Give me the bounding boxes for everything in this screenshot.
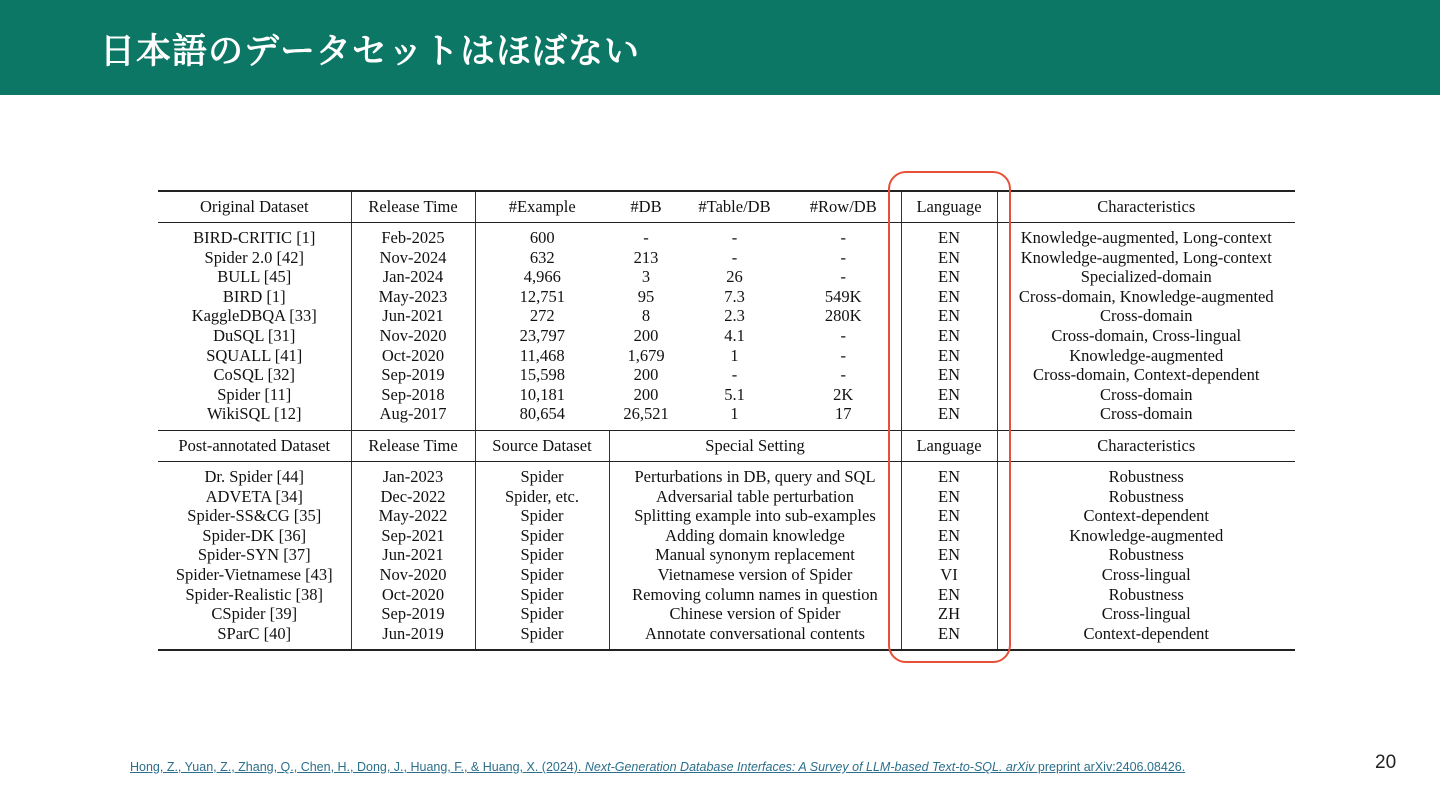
- table-row: [158, 487, 1295, 507]
- table-row: [158, 326, 1295, 346]
- table-cell: -: [731, 228, 738, 247]
- table-cell: EN: [901, 487, 997, 507]
- table-cell: Cross-domain: [997, 404, 1295, 430]
- table-cell: Jun-2019: [351, 624, 475, 651]
- table-cell: 272: [475, 306, 609, 326]
- reference-link[interactable]: [130, 760, 1185, 774]
- table-cell: Jun-2021: [351, 545, 475, 565]
- table-cell: Splitting example into sub-examples: [609, 506, 901, 526]
- table-cell: Language: [901, 191, 997, 223]
- table-cell: Jan-2023: [351, 461, 475, 486]
- table-row: [158, 267, 1295, 287]
- table-cell: -: [840, 228, 846, 247]
- table-cell: 26,521: [623, 404, 669, 424]
- table-cell: BIRD [1]: [222, 286, 286, 306]
- table-cell: 632: [475, 248, 609, 268]
- table-cell: EN: [901, 624, 997, 651]
- table-cell: EN: [901, 526, 997, 546]
- table-cell: EN: [901, 461, 997, 486]
- table-cell: Dec-2022: [351, 487, 475, 507]
- table-cell: Cross-domain: [997, 385, 1295, 405]
- table-cell: 1,679: [627, 345, 665, 365]
- table-cell: 7.3: [724, 286, 745, 306]
- table-cell: Manual synonym replacement: [609, 545, 901, 565]
- table-cell: EN: [901, 545, 997, 565]
- table-cell: EN: [901, 287, 997, 307]
- slide-header: [0, 0, 1440, 95]
- table-cell: #Row/DB: [786, 191, 901, 223]
- table-row: [158, 385, 1295, 405]
- table-cell: Characteristics: [997, 430, 1295, 461]
- table-cell: -: [840, 365, 846, 385]
- table-cell: Oct-2020: [351, 585, 475, 605]
- table-cell: Release Time: [351, 430, 475, 461]
- table-cell: EN: [901, 306, 997, 326]
- table-row: [158, 565, 1295, 585]
- table-cell: 17: [835, 404, 852, 424]
- table-cell: 200: [633, 365, 659, 385]
- table-cell: Release Time: [351, 191, 475, 223]
- table-cell: Spider: [475, 565, 609, 585]
- table-header-row: [158, 191, 1295, 223]
- table-cell: Cross-lingual: [997, 565, 1295, 585]
- table-cell: Sep-2019: [351, 604, 475, 624]
- table-cell: Sep-2018: [351, 385, 475, 405]
- table-cell: Spider, etc.: [475, 487, 609, 507]
- table-cell: EN: [901, 267, 997, 287]
- table-cell: Spider: [475, 461, 609, 486]
- table-cell: -: [643, 228, 649, 247]
- table-cell: Spider: [475, 545, 609, 565]
- table-cell: Cross-domain: [997, 306, 1295, 326]
- table-cell: Original Dataset: [158, 191, 351, 223]
- table-cell: CSpider [39]: [211, 604, 298, 624]
- table-cell: Nov-2024: [351, 248, 475, 268]
- table-row: [158, 461, 1295, 486]
- table-cell: 3: [641, 267, 651, 287]
- table-cell: VI: [901, 565, 997, 585]
- table-row: [158, 365, 1295, 385]
- table-row: [158, 404, 1295, 430]
- table-cell: WikiSQL [12]: [206, 404, 302, 424]
- table-cell: Spider: [475, 604, 609, 624]
- table-cell: 4.1: [724, 325, 745, 345]
- table-cell: Cross-domain, Knowledge-augmented: [997, 287, 1295, 307]
- table-cell: BULL [45]: [217, 267, 292, 287]
- table-cell: SParC [40]: [158, 624, 351, 651]
- table-cell: Post-annotated Dataset: [158, 430, 351, 461]
- table-cell: Nov-2020: [351, 326, 475, 346]
- table-cell: EN: [901, 346, 997, 366]
- table-cell: 2.3: [724, 306, 745, 326]
- table-cell: Cross-domain, Context-dependent: [997, 365, 1295, 385]
- table-cell: EN: [901, 248, 997, 268]
- table-cell: 1: [730, 345, 739, 365]
- table-row: [158, 545, 1295, 565]
- table-cell: ZH: [901, 604, 997, 624]
- table-row: [158, 223, 1295, 248]
- table-cell: 549K: [824, 286, 862, 306]
- table-cell: Sep-2021: [351, 526, 475, 546]
- language-column-highlight: [888, 171, 1011, 663]
- table-cell: Spider-SYN [37]: [197, 545, 311, 565]
- table-cell: EN: [901, 404, 997, 430]
- table-cell: Sep-2019: [351, 365, 475, 385]
- table-cell: Special Setting: [609, 430, 901, 461]
- table-cell: Spider: [475, 506, 609, 526]
- table-cell: Spider [11]: [217, 384, 292, 404]
- table-cell: Jun-2021: [351, 306, 475, 326]
- table-cell: Context-dependent: [997, 506, 1295, 526]
- table-row: [158, 585, 1295, 605]
- table-cell: 200: [633, 384, 659, 404]
- table-cell: Annotate conversational contents: [609, 624, 901, 651]
- table-cell: EN: [901, 506, 997, 526]
- page-number: 20: [1375, 752, 1397, 773]
- table-cell: 23,797: [475, 326, 609, 346]
- table-cell: SQUALL [41]: [206, 345, 303, 365]
- dataset-table: [158, 190, 1295, 651]
- table-cell: Spider: [475, 585, 609, 605]
- table-cell: CoSQL [32]: [213, 365, 295, 385]
- table-cell: Knowledge-augmented: [997, 346, 1295, 366]
- table-cell: EN: [901, 585, 997, 605]
- table-row: [158, 526, 1295, 546]
- table-cell: Spider-Vietnamese [43]: [175, 564, 333, 584]
- table-cell: BIRD-CRITIC [1]: [193, 228, 316, 247]
- table-cell: ADVETA [34]: [205, 486, 303, 506]
- table-cell: #Example: [475, 191, 609, 223]
- table-cell: EN: [901, 365, 997, 385]
- table-row: [158, 506, 1295, 526]
- table-cell: Language: [901, 430, 997, 461]
- table-cell: Adding domain knowledge: [609, 526, 901, 546]
- table-cell: Dr. Spider [44]: [204, 466, 304, 486]
- table-cell: -: [731, 247, 738, 267]
- table-cell: Adversarial table perturbation: [609, 487, 901, 507]
- table-cell: 12,751: [475, 287, 609, 307]
- table-cell: 200: [633, 325, 659, 345]
- table-cell: 213: [633, 247, 659, 267]
- table-cell: Robustness: [997, 487, 1295, 507]
- table-cell: Cross-domain, Cross-lingual: [997, 326, 1295, 346]
- table-cell: Removing column names in question: [609, 585, 901, 605]
- table-cell: Spider-Realistic [38]: [185, 584, 324, 604]
- table-cell: Spider 2.0 [42]: [204, 247, 304, 267]
- table-cell: Robustness: [997, 461, 1295, 486]
- table-cell: Spider-DK [36]: [202, 525, 307, 545]
- table-cell: KaggleDBQA [33]: [191, 306, 317, 326]
- table-cell: Knowledge-augmented, Long-context: [997, 248, 1295, 268]
- table-cell: Oct-2020: [351, 346, 475, 366]
- table-cell: -: [840, 325, 846, 345]
- table-row: [158, 604, 1295, 624]
- table-cell: Perturbations in DB, query and SQL: [609, 461, 901, 486]
- table-cell: EN: [901, 385, 997, 405]
- table-cell: Chinese version of Spider: [609, 604, 901, 624]
- reference-suffix: preprint arXiv:2406.08426.: [1034, 760, 1186, 774]
- table-row: [158, 287, 1295, 307]
- slide-title: 日本語のデータセットはほぼない: [100, 32, 641, 72]
- table-cell: Knowledge-augmented, Long-context: [997, 223, 1295, 248]
- table-cell: 26: [726, 267, 743, 287]
- table-cell: Robustness: [997, 585, 1295, 605]
- table-cell: DuSQL [31]: [213, 325, 296, 345]
- table-cell: Jan-2024: [351, 267, 475, 287]
- table-cell: EN: [901, 223, 997, 248]
- table-cell: May-2022: [351, 506, 475, 526]
- table-cell: Source Dataset: [475, 430, 609, 461]
- table-cell: 10,181: [475, 385, 609, 405]
- table-row: [158, 306, 1295, 326]
- table-cell: -: [840, 267, 846, 287]
- table-cell: Vietnamese version of Spider: [609, 565, 901, 585]
- table-row: [158, 346, 1295, 366]
- table-cell: 8: [641, 306, 651, 326]
- table-cell: Context-dependent: [997, 624, 1295, 651]
- table-cell: 280K: [824, 306, 862, 326]
- table-cell: Spider: [475, 624, 609, 651]
- table-cell: Specialized-domain: [997, 267, 1295, 287]
- table-cell: 1: [730, 404, 739, 424]
- table-cell: Nov-2020: [351, 565, 475, 585]
- table-cell: EN: [901, 326, 997, 346]
- table-cell: -: [840, 247, 846, 267]
- table-cell: #Table/DB: [683, 191, 786, 223]
- table-cell: 15,598: [475, 365, 609, 385]
- table-cell: 600: [475, 223, 609, 248]
- table-cell: May-2023: [351, 287, 475, 307]
- table-cell: Spider: [475, 526, 609, 546]
- table-cell: Spider-SS&CG [35]: [187, 506, 322, 526]
- table-cell: 11,468: [475, 346, 609, 366]
- table-cell: 2K: [833, 384, 854, 404]
- table-header-row: [158, 430, 1295, 461]
- table-cell: 5.1: [724, 384, 745, 404]
- table-row: [158, 248, 1295, 268]
- table-cell: -: [840, 345, 846, 365]
- table-cell: Feb-2025: [351, 223, 475, 248]
- table-cell: Robustness: [997, 545, 1295, 565]
- table-cell: #DB: [609, 191, 683, 223]
- table-cell: -: [731, 365, 738, 385]
- table-cell: Knowledge-augmented: [997, 526, 1295, 546]
- table-cell: 95: [637, 286, 655, 306]
- table-cell: 80,654: [475, 404, 609, 430]
- table-cell: Characteristics: [997, 191, 1295, 223]
- table-row: [158, 624, 1295, 651]
- reference-authors: Hong, Z., Yuan, Z., Zhang, Q., Chen, H., Dong, J., Huang, F., & Huang, X. (2024).: [130, 760, 585, 774]
- reference-title: Next-Generation Database Interfaces: A Survey of LLM-based Text-to-SQL. arXiv: [584, 760, 1035, 774]
- table-cell: Aug-2017: [351, 404, 475, 430]
- table-cell: 4,966: [475, 267, 609, 287]
- table-cell: Cross-lingual: [997, 604, 1295, 624]
